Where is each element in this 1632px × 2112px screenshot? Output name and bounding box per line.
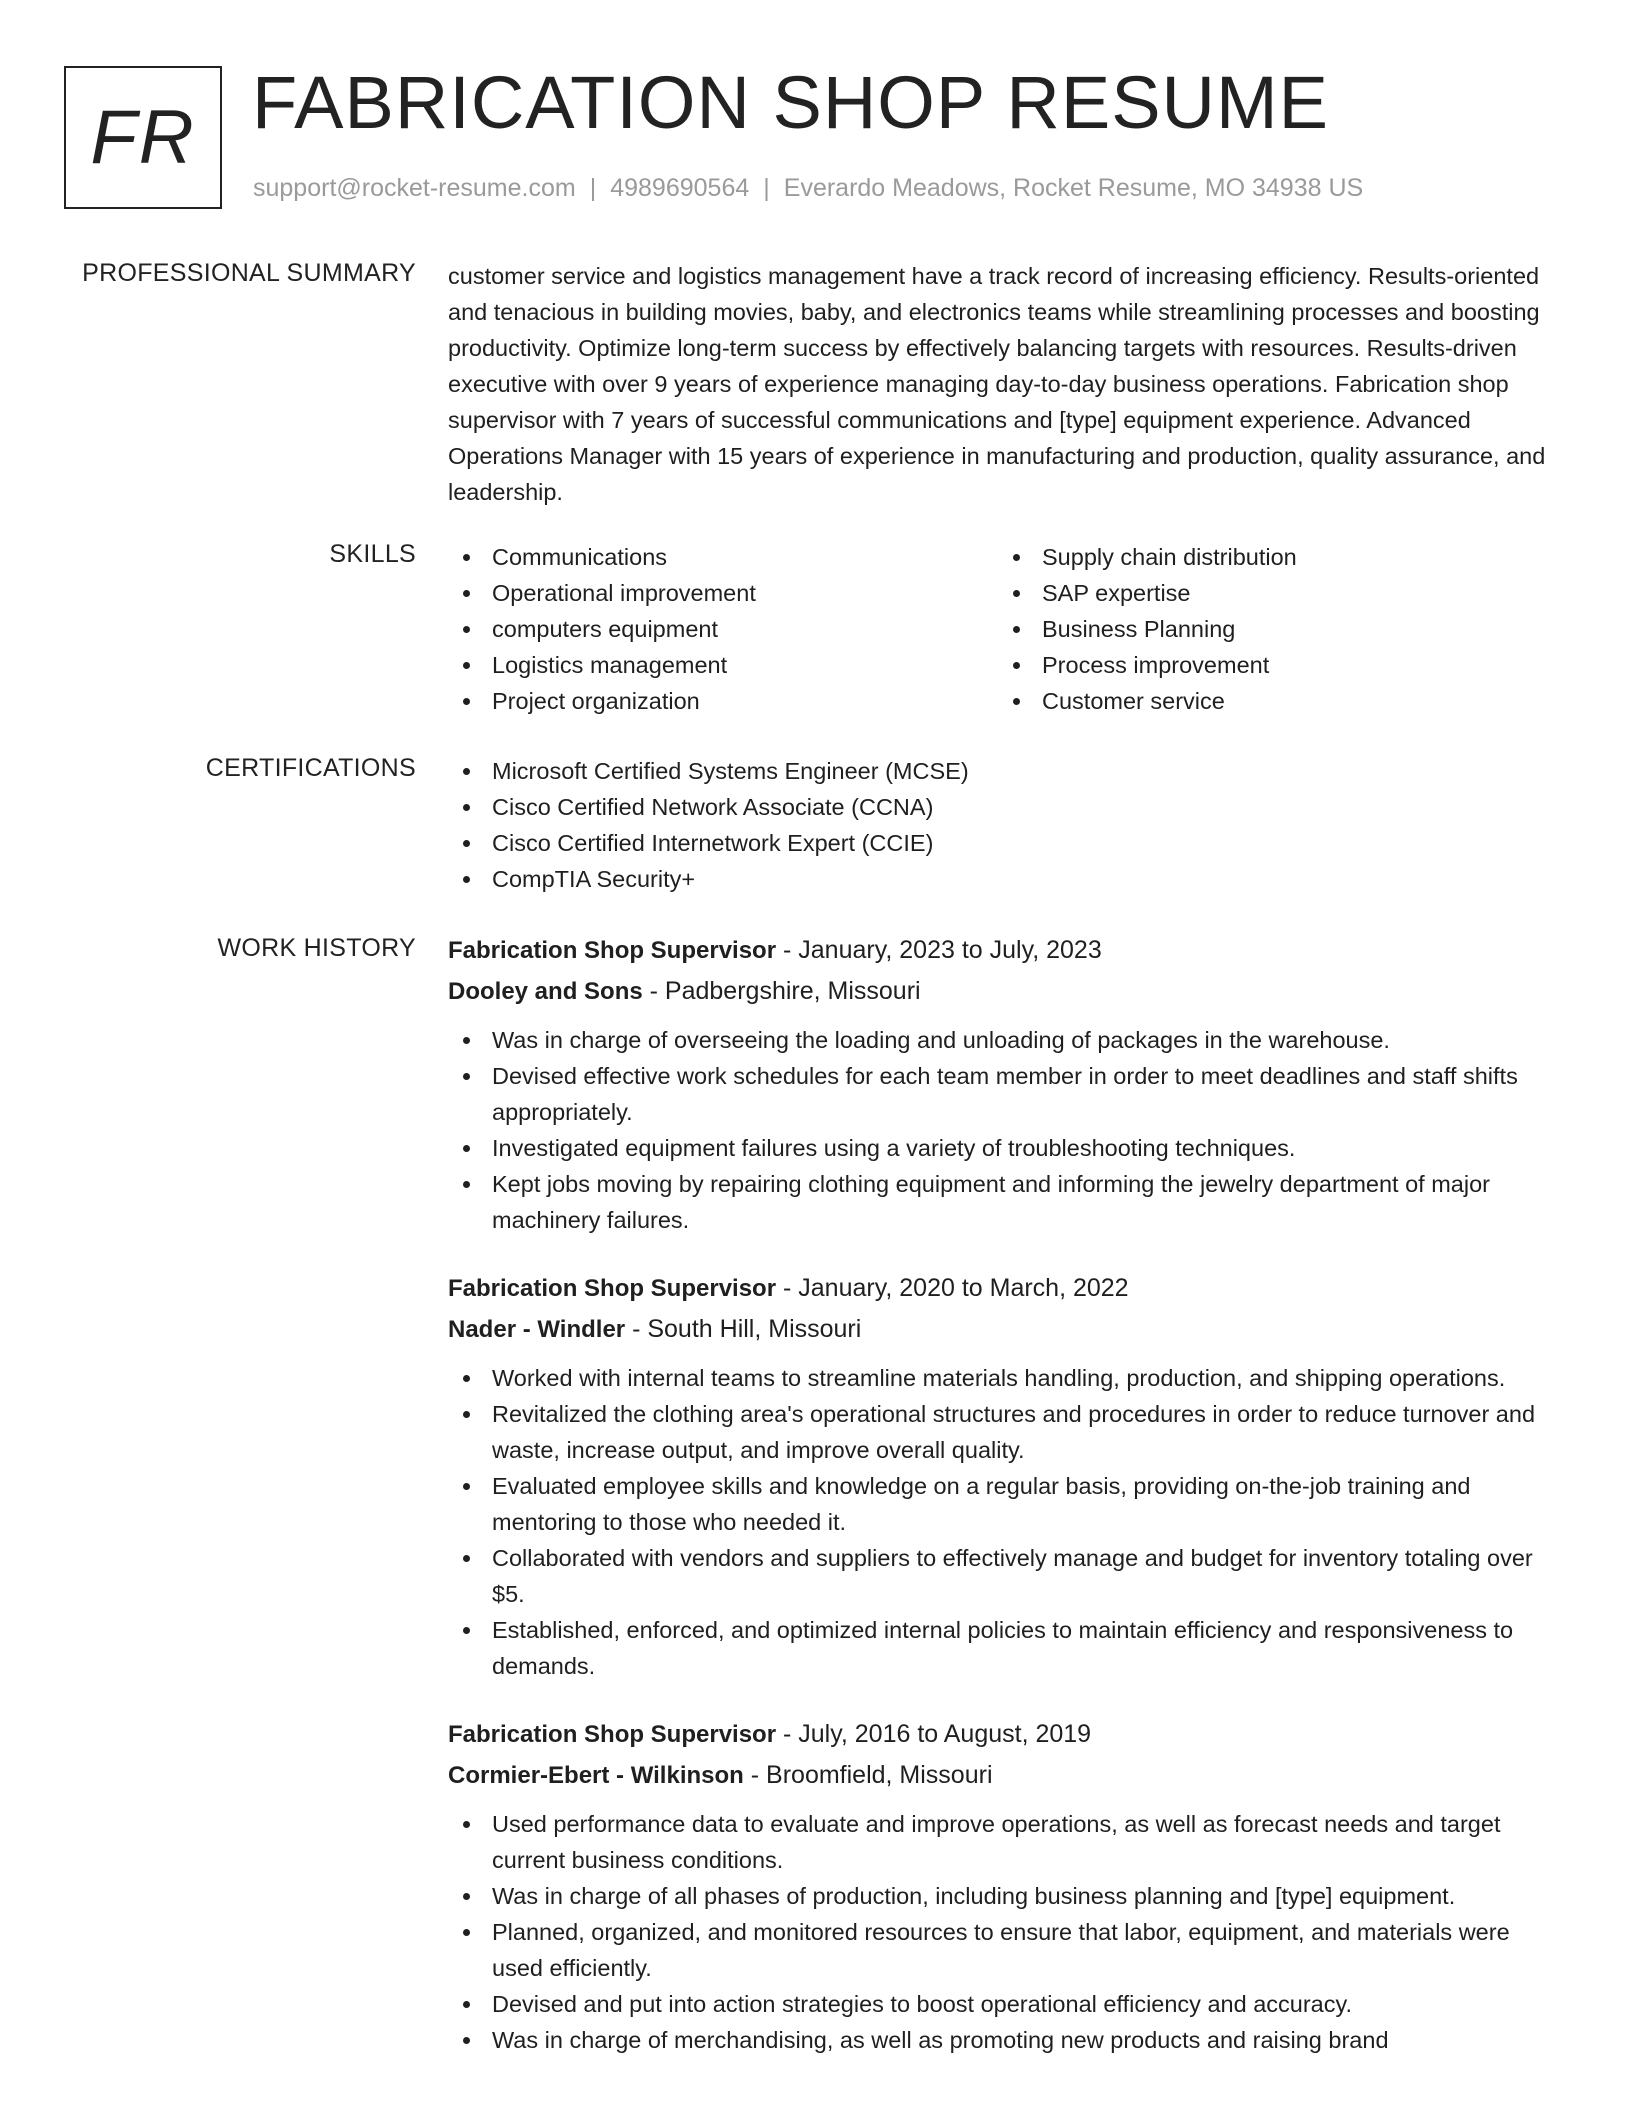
job-duty: Planned, organized, and monitored resources to ensure that labor, equipment, and materials were used efficiently. [448,1914,1566,1986]
job-duty: Devised and put into action strategies to boost operational efficiency and accuracy. [448,1986,1566,2022]
job-entry [448,930,1566,1238]
certifications-body [448,753,1566,897]
job-duty: Collaborated with vendors and suppliers to effectively manage and budget for inventory totaling over $5. [448,1540,1566,1612]
certifications-heading: CERTIFICATIONS [205,754,416,782]
job-duty: Revitalized the clothing area's operational structures and procedures in order to reduce turnover and waste, increase output, and improve overall quality. [448,1396,1566,1468]
certification-item: Microsoft Certified Systems Engineer (MCSE) [448,753,1566,789]
job-company: Nader - Windler [448,1316,626,1343]
certification-item: Cisco Certified Network Associate (CCNA) [448,789,1566,825]
contact-email[interactable]: support@rocket-resume.com [253,174,576,202]
certification-item: CompTIA Security+ [448,861,1566,897]
job-duty: Used performance data to evaluate and improve operations, as well as forecast needs and target current business conditions. [448,1806,1566,1878]
contact-address: Everardo Meadows, Rocket Resume, MO 34938 US [783,174,1364,202]
job-company-line [448,971,1566,1012]
job-entry [448,1268,1566,1684]
job-title: Fabrication Shop Supervisor [448,1275,777,1302]
job-location: - South Hill, Missouri [625,1315,862,1343]
job-entry [448,1714,1566,2058]
monogram-badge [64,66,222,209]
contact-phone[interactable]: 4989690564 [610,174,750,202]
certifications-list [448,753,1566,897]
skill-item: Business Planning [998,611,1548,647]
job-duty: Worked with internal teams to streamline materials handling, production, and shipping operations. [448,1360,1566,1396]
job-company-line [448,1309,1566,1350]
skill-item: Process improvement [998,647,1548,683]
skill-item: computers equipment [448,611,998,647]
job-duty: Was in charge of merchandising, as well as promoting new products and raising brand [448,2022,1566,2058]
job-duty: Established, enforced, and optimized internal policies to maintain efficiency and responsiveness to demands. [448,1612,1566,1684]
job-title-line [448,1268,1566,1309]
contact-line [253,174,1363,203]
skill-item: Communications [448,539,998,575]
job-duties [448,1022,1566,1238]
job-title: Fabrication Shop Supervisor [448,1721,777,1748]
skills-list-left [448,539,998,719]
contact-separator: | [589,174,597,202]
work-history-body [448,930,1566,2058]
job-location: - Padbergshire, Missouri [642,977,921,1005]
job-duties [448,1806,1566,2058]
job-title-line [448,930,1566,971]
contact-separator: | [763,174,770,202]
resume-header [64,61,1564,210]
job-company-line [448,1755,1566,1796]
monogram-initials: FR [90,95,196,180]
job-duties [448,1360,1566,1684]
job-duty: Devised effective work schedules for each team member in order to meet deadlines and staff shifts appropriately. [448,1058,1566,1130]
job-duty: Evaluated employee skills and knowledge on a regular basis, providing on-the-job training and mentoring to those who needed it. [448,1468,1566,1540]
job-company: Cormier-Ebert - Wilkinson [448,1762,744,1789]
job-title: Fabrication Shop Supervisor [448,937,777,964]
job-company: Dooley and Sons [448,978,643,1005]
job-duty: Was in charge of all phases of production, including business planning and [type] equipment. [448,1878,1566,1914]
skill-item: SAP expertise [998,575,1548,611]
summary-text: customer service and logistics management have a track record of increasing efficiency. Results-oriented and tenacious in building movies, baby, and electronics teams while streamlining processes and boosting productivity. Optimize long-term success by effectively balancing targets with resources. Results-driven executive with over 9 years of experience managing day-to-day business operations. Fabrication shop supervisor with 7 years of successful communications and [type] equipment experience. Advanced Operations Manager with 15 years of experience in manufacturing and production, quality assurance, and leadership. [448,263,1546,505]
certification-item: Cisco Certified Internetwork Expert (CCIE) [448,825,1566,861]
summary-heading: PROFESSIONAL SUMMARY [82,259,416,287]
skill-item: Operational improvement [448,575,998,611]
skill-item: Supply chain distribution [998,539,1548,575]
job-duty: Was in charge of overseeing the loading and unloading of packages in the warehouse. [448,1022,1566,1058]
skills-list-right [998,539,1548,719]
resume-title: FABRICATION SHOP RESUME [252,61,1329,144]
skill-item: Customer service [998,683,1548,719]
work-history-heading: WORK HISTORY [217,934,416,962]
job-location: - Broomfield, Missouri [743,1761,993,1789]
job-dates: - July, 2016 to August, 2019 [776,1720,1092,1748]
skills-heading: SKILLS [329,540,416,568]
skills-grid [448,539,1566,719]
job-duty: Kept jobs moving by repairing clothing equipment and informing the jewelry department of major machinery failures. [448,1166,1566,1238]
skill-item: Logistics management [448,647,998,683]
job-title-line [448,1714,1566,1755]
job-dates: - January, 2023 to July, 2023 [776,936,1102,964]
skill-item: Project organization [448,683,998,719]
job-dates: - January, 2020 to March, 2022 [776,1274,1129,1302]
job-duty: Investigated equipment failures using a variety of troubleshooting techniques. [448,1130,1566,1166]
